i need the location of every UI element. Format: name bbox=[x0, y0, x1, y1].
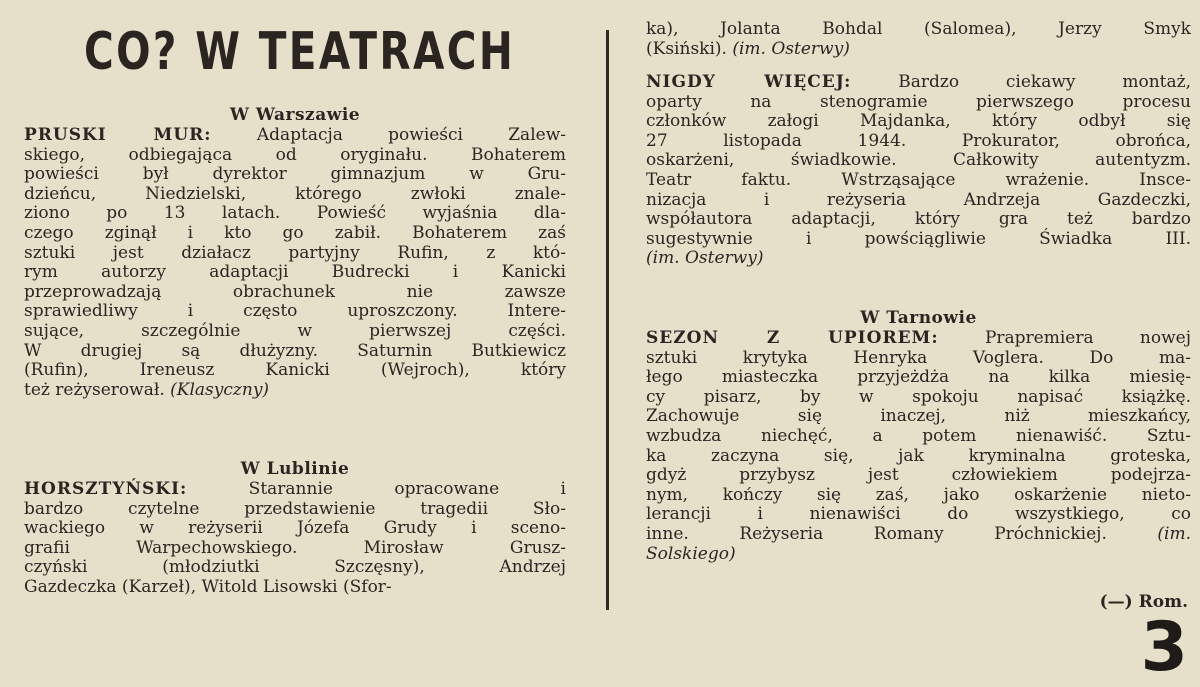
text-line: dzieńcu, Niedzielski, którego zwłoki znale- bbox=[24, 183, 566, 204]
text-line: lerancji i nienawiści do wszystkiego, co bbox=[646, 504, 1191, 525]
text-line: skiego, odbiegająca od oryginału. Bohaterem bbox=[24, 144, 566, 165]
text-line: Solskiego) bbox=[646, 543, 736, 564]
text-line: oparty na stenogramie pierwszego procesu bbox=[646, 91, 1191, 112]
column-divider bbox=[606, 30, 609, 610]
text-line: grafii Warpechowskiego. Mirosław Grusz- bbox=[24, 537, 566, 558]
text-line: wackiego w reżyserii Józefa Grudy i sceno- bbox=[24, 518, 566, 539]
text-line: też reżyserował. (Klasyczny) bbox=[24, 379, 270, 400]
text-line: wzbudza niechęć, a potem nienawiść. Sztu- bbox=[646, 425, 1191, 446]
city-heading-lublin: W Lublinie bbox=[240, 459, 350, 479]
text-line: gdyż przybysz jest człowiekiem podejrza- bbox=[646, 465, 1191, 486]
text-line: przeprowadzają obrachunek nie zawsze bbox=[24, 281, 566, 302]
review-nigdy-wiecej bbox=[646, 73, 1191, 269]
text-line: sugestywnie i powściągliwie Świadka III. bbox=[646, 228, 1191, 249]
text-line: łego miasteczka przyjeżdża na kilka miesię- bbox=[646, 367, 1191, 388]
review-continuation bbox=[646, 20, 1191, 59]
review-sezon-z-upiorem bbox=[646, 329, 1191, 564]
lublin-section bbox=[24, 458, 566, 598]
nigdy-section bbox=[646, 73, 1191, 269]
text-line: HORSZTYŃSKI: Starannie opracowane i bbox=[24, 479, 566, 499]
text-line: inne. Reżyseria Romany Próchnickiej. (im. bbox=[646, 523, 1191, 544]
text-line: W drugiej są dłużyzny. Saturnin Butkiewicz bbox=[24, 340, 566, 361]
horsztynski-continuation bbox=[646, 20, 1191, 59]
city-heading-warszawa: W Warszawie bbox=[229, 105, 361, 125]
city-heading-tarnow: W Tarnowie bbox=[860, 308, 977, 328]
review-pruski-mur bbox=[24, 126, 566, 400]
text-line: Zachowuje się inaczej, niż mieszkańcy, bbox=[646, 406, 1191, 427]
text-line: NIGDY WIĘCEJ: Bardzo ciekawy montaż, bbox=[646, 72, 1191, 92]
text-line: sprawiedliwy i często uproszczony. Intere- bbox=[24, 301, 566, 322]
text-line: czego zginął i kto go zabił. Bohaterem zaś bbox=[24, 222, 566, 243]
text-line: ka zaczyna się, jak kryminalna groteska, bbox=[646, 445, 1191, 466]
text-line: sujące, szczególnie w pierwszej części. bbox=[24, 320, 566, 341]
text-line: członków załogi Majdanka, który odbył się bbox=[646, 111, 1191, 132]
text-line: sztuki krytyka Henryka Voglera. Do ma- bbox=[646, 347, 1191, 368]
text-line: (Rufin), Ireneusz Kanicki (Wejroch), który bbox=[24, 360, 566, 381]
text-line: rym autorzy adaptacji Budrecki i Kanicki bbox=[24, 262, 566, 283]
text-line: nizacja i reżyseria Andrzeja Gazdeczki, bbox=[646, 189, 1191, 210]
page-title: CO? W TEATRACH bbox=[84, 22, 516, 82]
text-line: sztuki jest działacz partyjny Rufin, z któ- bbox=[24, 242, 566, 263]
page-number: 3 bbox=[1140, 608, 1188, 687]
text-line: ziono po 13 latach. Powieść wyjaśnia dla- bbox=[24, 203, 566, 224]
text-line: (Ksiński). (im. Osterwy) bbox=[646, 38, 850, 59]
tarnow-section bbox=[646, 307, 1191, 564]
text-line: oskarżeni, świadkowie. Całkowity autentyzm. bbox=[646, 150, 1191, 171]
author-signature: (—) Rom. bbox=[1099, 592, 1188, 612]
warszawa-section bbox=[24, 104, 566, 400]
text-line: cy pisarz, by w spokoju napisać książkę. bbox=[646, 386, 1191, 407]
text-line: bardzo czytelne przedstawienie tragedii Sło- bbox=[24, 498, 566, 519]
text-line: nym, kończy się zaś, jako oskarżenie nieto- bbox=[646, 484, 1191, 505]
text-line: czyński (młodziutki Szczęsny), Andrzej bbox=[24, 557, 566, 578]
text-line: powieści był dyrektor gimnazjum w Gru- bbox=[24, 164, 566, 185]
text-line: Gazdeczka (Karzeł), Witold Lisowski (Sfor- bbox=[24, 576, 392, 597]
text-line: PRUSKI MUR: Adaptacja powieści Zalew- bbox=[24, 125, 566, 145]
review-horsztynski bbox=[24, 480, 566, 598]
text-line: ka), Jolanta Bohdal (Salomea), Jerzy Smyk bbox=[646, 19, 1191, 39]
text-line: (im. Osterwy) bbox=[646, 248, 764, 269]
text-line: Teatr faktu. Wstrząsające wrażenie. Insce- bbox=[646, 169, 1191, 190]
text-line: współautora adaptacji, który gra też bardzo bbox=[646, 209, 1191, 230]
text-line: SEZON Z UPIOREM: Prapremiera nowej bbox=[646, 328, 1191, 348]
text-line: 27 listopada 1944. Prokurator, obrońca, bbox=[646, 130, 1191, 151]
